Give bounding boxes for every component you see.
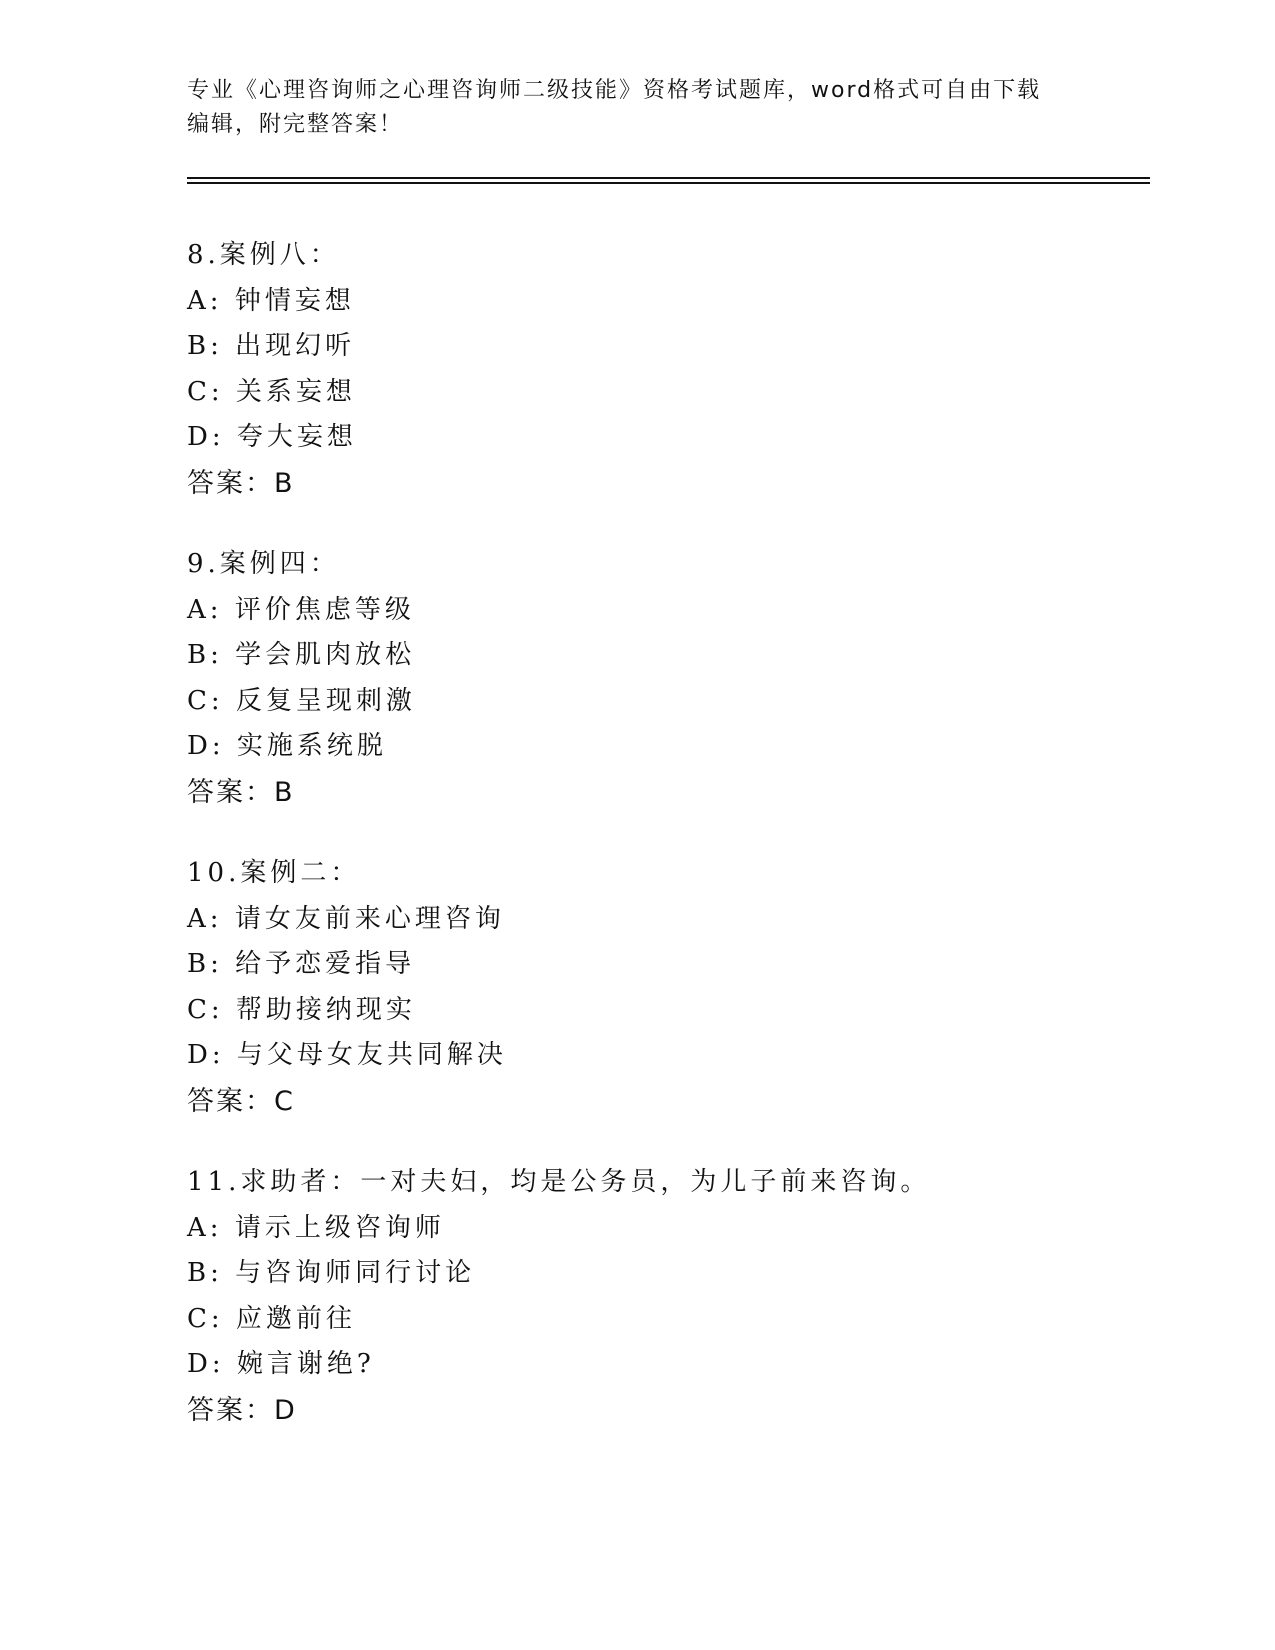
option-text: 实施系统脱	[236, 731, 387, 761]
option-letter: B:	[187, 949, 223, 979]
option-a	[187, 588, 1147, 634]
question-10	[187, 851, 1147, 1124]
option-d	[187, 1342, 1147, 1388]
option-text: 与父母女友共同解决	[236, 1040, 507, 1070]
option-text: 帮助接纳现实	[235, 994, 416, 1025]
header-line-2: 编辑，附完整答案！	[187, 112, 404, 137]
option-letter: C:	[187, 994, 224, 1025]
option-b	[187, 633, 1147, 679]
answer-line: 答案：B	[187, 467, 295, 499]
option-a	[187, 1206, 1147, 1252]
option-text: 学会肌肉放松	[235, 640, 416, 670]
option-letter: B:	[187, 640, 223, 670]
option-text: 请女友前来心理咨询	[234, 903, 505, 934]
option-c	[187, 1297, 1147, 1343]
question-11	[187, 1160, 1147, 1433]
option-c	[187, 370, 1147, 416]
answer-line: 答案：D	[187, 1394, 297, 1426]
option-a	[187, 897, 1147, 943]
option-letter: A:	[187, 903, 223, 934]
option-b	[187, 324, 1147, 370]
question-8	[187, 233, 1147, 506]
option-letter: A:	[187, 594, 223, 625]
option-text: 评价焦虑等级	[234, 594, 415, 625]
option-d	[187, 724, 1147, 770]
option-c	[187, 679, 1147, 725]
option-letter: C:	[187, 685, 224, 716]
option-letter: D:	[187, 1040, 225, 1070]
option-letter: A:	[187, 285, 223, 316]
header-line-1: 专业《心理咨询师之心理咨询师二级技能》资格考试题库，word格式可自由下载	[187, 78, 1042, 103]
option-a	[187, 279, 1147, 325]
question-stem: 10.案例二：	[187, 858, 361, 888]
header-divider-bottom	[187, 182, 1150, 184]
option-text: 请示上级咨询师	[234, 1212, 445, 1243]
answer-line: 答案：B	[187, 776, 295, 808]
option-text: 婉言谢绝?	[236, 1349, 375, 1379]
question-stem: 8.案例八：	[187, 240, 340, 270]
option-letter: C:	[187, 376, 224, 407]
option-letter: D:	[187, 422, 225, 452]
option-text: 与咨询师同行讨论	[235, 1258, 476, 1288]
document-header	[187, 74, 1067, 142]
option-text: 反复呈现刺激	[235, 685, 416, 716]
option-text: 钟情妄想	[234, 285, 355, 316]
question-stem: 11.求助者：一对夫妇，均是公务员，为儿子前来咨询。	[187, 1167, 931, 1197]
option-letter: D:	[187, 731, 225, 761]
option-text: 夸大妄想	[236, 422, 357, 452]
option-letter: D:	[187, 1349, 225, 1379]
option-d	[187, 1033, 1147, 1079]
option-b	[187, 1251, 1147, 1297]
option-d	[187, 415, 1147, 461]
option-letter: C:	[187, 1303, 224, 1334]
option-text: 关系妄想	[235, 376, 356, 407]
option-text: 应邀前往	[235, 1303, 356, 1334]
option-c	[187, 988, 1147, 1034]
header-divider-top	[187, 177, 1150, 179]
question-list	[187, 233, 1147, 1469]
option-letter: B:	[187, 1258, 223, 1288]
question-stem: 9.案例四：	[187, 549, 340, 579]
option-letter: B:	[187, 331, 223, 361]
option-text: 出现幻听	[235, 331, 356, 361]
question-9	[187, 542, 1147, 815]
option-b	[187, 942, 1147, 988]
option-letter: A:	[187, 1212, 223, 1243]
option-text: 给予恋爱指导	[235, 949, 416, 979]
answer-line: 答案：C	[187, 1085, 295, 1117]
